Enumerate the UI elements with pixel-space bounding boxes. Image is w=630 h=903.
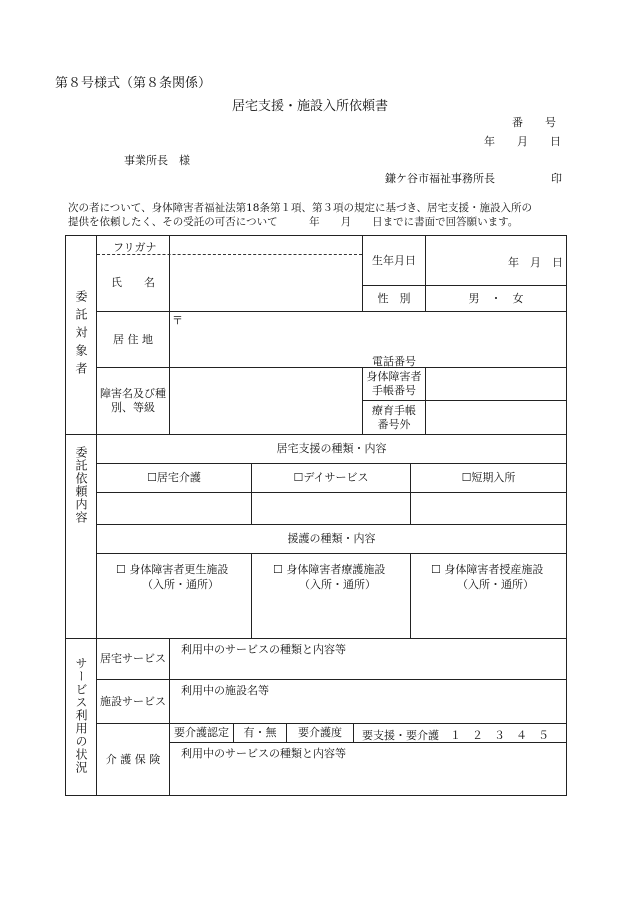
insurance-label: 介 護 保 険 (105, 752, 161, 766)
intro-line-2: 提供を依頼したく、その受託の可否について 年 月 日までに書面で回答願います。 (68, 216, 519, 228)
sex-value[interactable]: 男 ・ 女 (468, 291, 524, 305)
facility-service-label: 施設サービス (100, 694, 166, 708)
option-nursing-facility-sub: （入所・通所） (299, 578, 376, 591)
seal-mark: 印 (551, 172, 562, 185)
insurance-note: 利用中のサービスの種類と内容等 (181, 747, 346, 760)
date-label: 年 月 日 (484, 135, 561, 148)
ryoiku-label (363, 401, 425, 434)
option-rehab-facility-sub: （入所・通所） (142, 578, 219, 591)
sex-label: 性 別 (377, 291, 411, 305)
option-workshop-facility-sub: （入所・通所） (457, 578, 534, 591)
facility-service-note: 利用中の施設名等 (181, 684, 269, 697)
section-request-label: 委託依頼内容 (74, 446, 88, 524)
handbook-label-line2: 手帳番号 (372, 384, 416, 397)
name-field[interactable] (170, 236, 362, 311)
option-rehab-facility[interactable]: ☐ 身体障害者更生施設 (116, 563, 229, 576)
disability-label (97, 368, 169, 434)
furigana-label: フリガナ (113, 241, 157, 254)
option-workshop-facility[interactable]: ☐ 身体障害者授産施設 (431, 563, 544, 576)
home-service-label: 居宅サービス (100, 652, 166, 665)
option-home-care[interactable]: ☐居宅介護 (147, 471, 201, 484)
option-day-service[interactable]: ☐デイサービス (293, 471, 369, 484)
option-short-stay[interactable]: ☐短期入所 (461, 471, 516, 484)
disability-label-line1: 障害名及び種 (100, 387, 166, 400)
address-label: 居 住 地 (113, 332, 153, 346)
number-label: 番 号 (512, 116, 556, 129)
page-title: 居宅支援・施設入所依頼書 (232, 99, 389, 114)
intro-line-1: 次の者について、身体障害者福祉法第18条第１項、第３項の規定に基づき、居宅支援・施設入所の (68, 202, 533, 214)
handbook-label (363, 368, 425, 400)
degree-label: 要介護度 (298, 726, 342, 739)
home-service-note: 利用中のサービスの種類と内容等 (181, 643, 346, 656)
option-nursing-facility[interactable]: ☐ 身体障害者療護施設 (273, 563, 386, 576)
care-header: 援護の種類・内容 (287, 532, 376, 545)
issuer: 鎌ケ谷市福祉事務所長 (385, 172, 495, 185)
addressee: 事業所長 様 (124, 154, 190, 167)
phone-label: 電話番号 (372, 355, 416, 368)
birthdate-value[interactable]: 年 月 日 (508, 256, 563, 269)
form-number: 第８号様式（第８条関係） (55, 76, 212, 91)
birthdate-label: 生年月日 (372, 253, 416, 267)
postal-mark: 〒 (172, 314, 183, 327)
ryoiku-label-line2: 番号外 (377, 417, 411, 431)
ryoiku-label-line1: 療育手帳 (372, 403, 416, 417)
section-service-label: サービス利用の状況 (74, 656, 88, 774)
home-support-header: 居宅支援の種類・内容 (276, 442, 387, 455)
handbook-label-line1: 身体障害者 (366, 370, 422, 383)
cert-value[interactable]: 有・無 (243, 726, 277, 739)
section-subject-label: 委託対象者 (74, 290, 88, 380)
cert-label: 要介護認定 (174, 726, 229, 739)
name-label: 氏 名 (111, 276, 155, 289)
disability-label-line2: 別、等級 (111, 401, 155, 414)
degree-value[interactable]: 要支援・要介護 １ ２ ３ ４ ５ (362, 729, 549, 742)
